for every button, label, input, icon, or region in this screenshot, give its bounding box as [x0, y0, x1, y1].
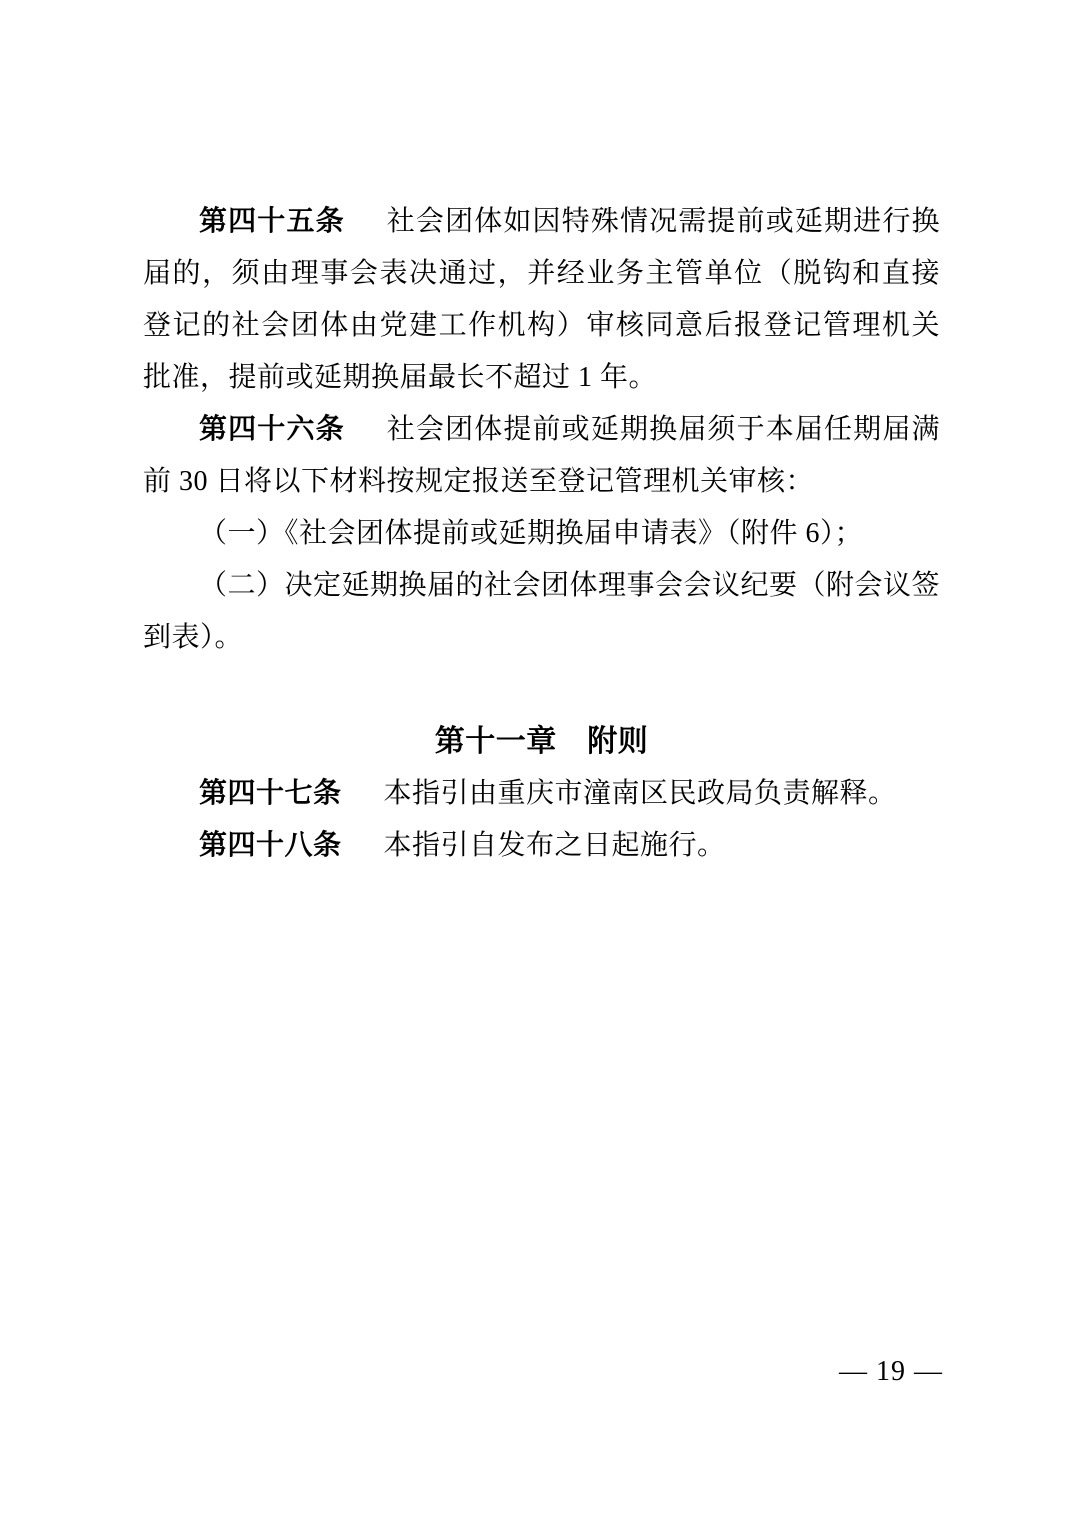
article-48-number: 第四十八条	[199, 830, 342, 861]
article-47-paragraph	[143, 768, 940, 820]
document-body	[143, 196, 940, 872]
article-45-text: 社会团体如因特殊情况需提前或延期进行换届的，须由理事会表决通过，并经业务主管单位（脱钩和直接登记的社会团体由党建工作机构）审核同意后报登记管理机关批准，提前或延期换届最长不超过 1 年。	[143, 206, 940, 393]
page-number: — 19 —	[839, 1356, 943, 1387]
chapter-heading: 第十一章 附则	[434, 725, 649, 758]
article-45-paragraph	[143, 196, 940, 404]
list-item-2: （二）决定延期换届的社会团体理事会会议纪要（附会议签到表）。	[143, 570, 941, 653]
article-48-text: 本指引自发布之日起施行。	[383, 830, 726, 861]
article-48-paragraph	[143, 820, 940, 872]
article-46-number: 第四十六条	[199, 414, 345, 445]
article-46-text: 社会团体提前或延期换届须于本届任期届满前 30 日将以下材料按规定报送至登记管理机关审核：	[143, 414, 940, 497]
article-46-paragraph	[143, 404, 940, 508]
article-47-text: 本指引由重庆市潼南区民政局负责解释。	[383, 778, 897, 809]
article-47-number: 第四十七条	[199, 778, 342, 809]
list-item-1: （一）《社会团体提前或延期换届申请表》（附件 6）；	[199, 518, 864, 549]
article-45-number: 第四十五条	[199, 206, 345, 237]
